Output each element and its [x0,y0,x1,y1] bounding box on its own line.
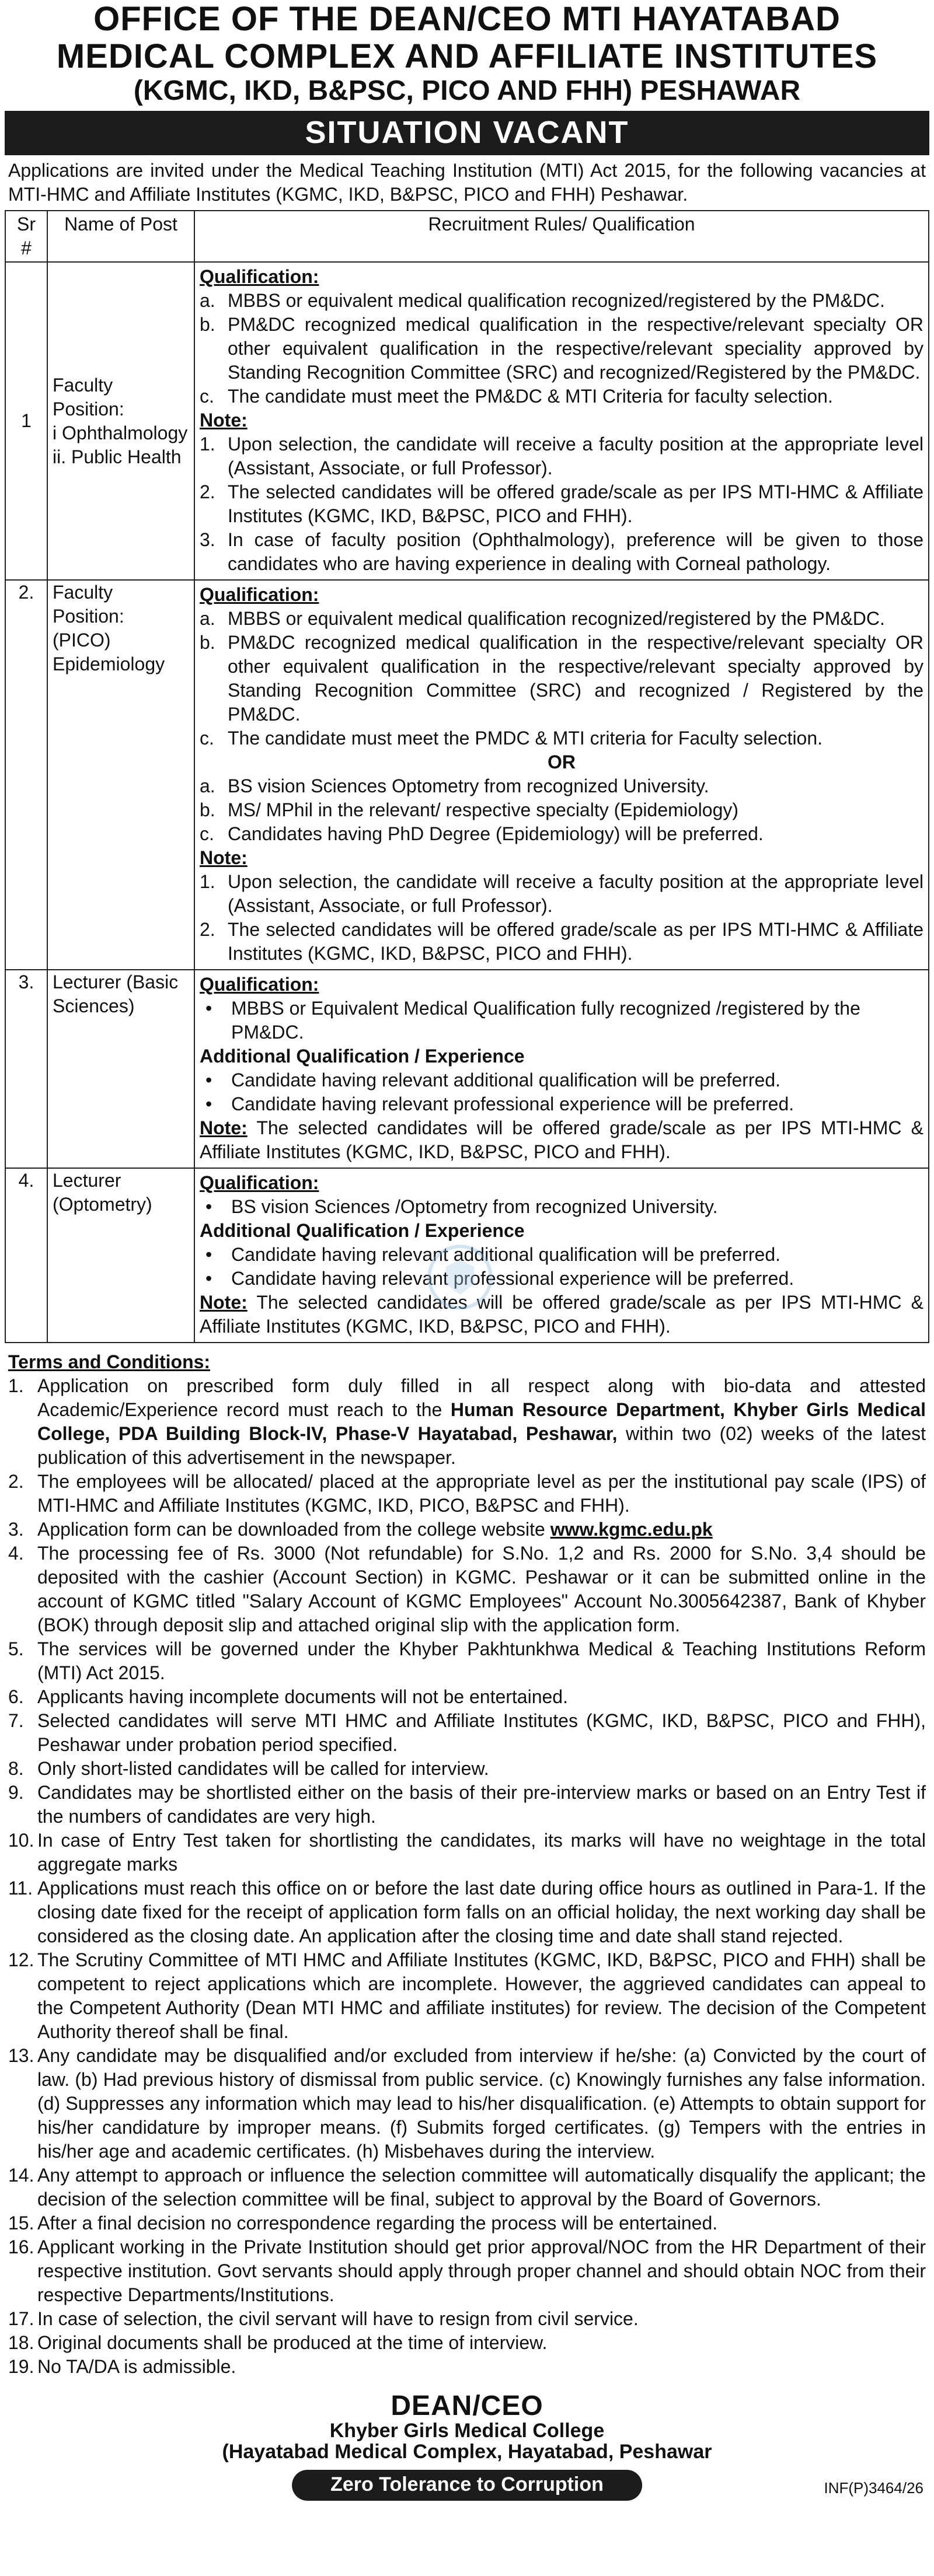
terms-heading: Terms and Conditions: [8,1351,211,1372]
term-item: 4. The processing fee of Rs. 3000 (Not refundable) for S.No. 1,2 and Rs. 2000 for S.No. 3,4 should be deposited with the cashier (Account Section) in KGMC. Peshawar or it can be submitted online in the account of KGMC titled "Salary Account of KGMC Employees" Account No.3005642387, Bank of Khyber (BOK) through deposit slip and attached original slip with the application form. [8,1543,926,1635]
list-item: c. Candidates having PhD Degree (Epidemiology) will be preferred. [200,823,764,844]
list-item: 1. Upon selection, the candidate will receive a faculty position at the appropriate level (Assistant, Associate, or full Professor). [200,434,923,478]
term-item: 9. Candidates may be shortlisted either on the basis of their pre-interview marks or based on an Entry Test if the numbers of candidates are very high. [8,1782,926,1827]
terms-list [5,1374,929,2379]
bullet-item: • Candidate having relevant professional experience will be preferred. [205,1268,794,1289]
col-header-qualification: Recruitment Rules/ Qualification [194,211,929,262]
term-item: 16. Applicant working in the Private Institution should get prior approval/NOC from the HR Department of their respective institution. Govt servants should apply through proper channel and should obtain NOC from their respective Departments/Institutions. [8,2236,926,2305]
bullet-item: • Candidate having relevant additional qualification will be preferred. [205,1069,781,1090]
note-heading: Note: [200,410,248,431]
office-title-line2: MEDICAL COMPLEX AND AFFILIATE INSTITUTES [56,37,878,75]
list-item: a. BS vision Sciences Optometry from recognized University. [200,775,709,796]
table-row [5,970,929,1168]
list-item: 2. The selected candidates will be offered grade/scale as per IPS MTI-HMC & Affiliate Institutes (KGMC, IKD, B&PSC, PICO and FHH). [200,481,923,526]
signatory-title: DEAN/CEO [391,2390,543,2421]
signatory-address: (Hayatabad Medical Complex, Hayatabad, Peshawar [222,2441,712,2463]
signature-block [5,2392,929,2463]
row-sr: 2. [5,580,47,970]
term-item: 18. Original documents shall be produced at the time of interview. [8,2332,548,2353]
table-row [5,580,929,970]
col-header-sr: Sr # [5,211,47,262]
term-item: 3. Application form can be downloaded from the college website www.kgmc.edu.pk [8,1519,713,1540]
bullet-item: • Candidate having relevant additional qualification will be preferred. [205,1244,781,1265]
bullet-item: • BS vision Sciences /Optometry from recognized University. [205,1196,718,1217]
row-sr: 4. [5,1168,47,1343]
post-line: Lecturer (Basic [53,971,179,992]
list-item: a. MBBS or equivalent medical qualification recognized/registered by the PM&DC. [200,608,885,629]
additional-qualification-heading: Additional Qualification / Experience [200,1220,525,1241]
bullet-item: • Candidate having relevant professional experience will be preferred. [205,1093,794,1114]
office-title-line3: (KGMC, IKD, B&PSC, PICO AND FHH) PESHAWAR [133,75,801,106]
note-text: Note: The selected candidates will be offered grade/scale as per IPS MTI-HMC & Affiliate Institutes (KGMC, IKD, B&PSC, PICO and FHH). [200,1292,923,1337]
term-item: 17. In case of selection, the civil servant will have to resign from civil service. [8,2308,639,2329]
term-item: 5. The services will be governed under the Khyber Pakhtunkhwa Medical & Teaching Institutions Reform (MTI) Act 2015. [8,1638,926,1683]
list-item: b. PM&DC recognized medical qualification in the respective/relevant specialty OR other equivalent qualification in the respective/relevant specialty approved by Standing Recognition Committee (SRC) and recognized / Registered by the PM&DC. [200,632,923,725]
signatory-institution: Khyber Girls Medical College [329,2420,605,2442]
post-line: Epidemiology [53,653,165,674]
intro-paragraph: Applications are invited under the Medical Teaching Institution (MTI) Act 2015, for the following vacancies at MTI-HMC and Affiliate Institutes (KGMC, IKD, B&PSC, PICO and FHH) Peshawar. [8,160,926,205]
term-item: 7. Selected candidates will serve MTI HMC and Affiliate Institutes (KGMC, IKD, B&PSC, PICO and FHH), Peshawar under probation period specified. [8,1710,926,1755]
term-item: 10. In case of Entry Test taken for shortlisting the candidates, its marks will have no weightage in the total aggregate marks [8,1830,926,1875]
qualification-heading: Qualification: [200,584,319,605]
row-requirements [194,1168,929,1343]
college-website-link[interactable]: www.kgmc.edu.pk [550,1519,713,1540]
list-item: b. MS/ MPhil in the relevant/ respective specialty (Epidemiology) [200,799,739,820]
qualification-heading: Qualification: [200,266,319,287]
list-item: c. The candidate must meet the PM&DC & MTI Criteria for faculty selection. [200,386,833,407]
col-header-post: Name of Post [47,211,194,262]
list-item: c. The candidate must meet the PMDC & MTI criteria for Faculty selection. [200,728,823,749]
qualification-heading: Qualification: [200,974,319,995]
list-item: 2. The selected candidates will be offered grade/scale as per IPS MTI-HMC & Affiliate Institutes (KGMC, IKD, B&PSC, PICO and FHH). [200,919,923,964]
office-title-line1: OFFICE OF THE DEAN/CEO MTI HAYATABAD [93,0,841,38]
row-requirements [194,580,929,970]
post-line: Faculty Position: [53,582,124,627]
term-item: 2. The employees will be allocated/ placed at the appropriate level as per the institutional pay scale (IPS) of MTI-HMC and Affiliate Institutes (KGMC, IKD, PICO, B&PSC and FHH). [8,1471,926,1516]
list-item: 1. Upon selection, the candidate will receive a faculty position at the appropriate level (Assistant, Associate, or full Professor). [200,871,923,916]
list-item: a. MBBS or equivalent medical qualification recognized/registered by the PM&DC. [200,290,885,311]
post-line: Faculty Position: [53,374,124,420]
list-item: b. PM&DC recognized medical qualification in the respective/relevant specialty OR other equivalent qualification in the respective/relevant speciality approved by Standing Recognition Committee (SRC) and recognized/Registered by the PM&DC. [200,314,923,383]
post-line: Lecturer [53,1170,121,1191]
situation-vacant-banner: SITUATION VACANT [5,111,929,155]
vacancy-table [5,210,929,1343]
term-item: 14. Any attempt to approach or influence the selection committee will automatically disqualify the applicant; the decision of the selection committee will be final, subject to approval by the Board of Governors. [8,2165,926,2210]
zero-tolerance-badge: Zero Tolerance to Corruption [292,2470,642,2501]
row-post [47,970,194,1168]
post-line: (Optometry) [53,1194,152,1215]
term-item: 6. Applicants having incomplete documents will not be entertained. [8,1686,568,1707]
term-item: 8. Only short-listed candidates will be called for interview. [8,1758,489,1779]
additional-qualification-heading: Additional Qualification / Experience [200,1046,525,1067]
advertisement-ref: INF(P)3464/26 [824,2479,923,2497]
row-requirements [194,970,929,1168]
row-post [47,1168,194,1343]
row-requirements [194,262,929,580]
post-line: Sciences) [53,995,135,1016]
term-item: 13. Any candidate may be disqualified and/or excluded from interview if he/she: (a) Convicted by the court of law. (b) Had previous history of dismissal from public service. (c) Knowingly furnishes any false information. (d) Suppresses any information which may lead to his/her disqualification. (e) Attempts to obtain support for his/her candidature by improper means. (f) Submits forged certificates. (g) Tempers with the entries in his/her age and academic certificates. (h) Misbehaves during the interview. [8,2045,926,2162]
post-line: i Ophthalmology [53,422,188,443]
term-item: 15. After a final decision no correspondence regarding the process will be entertained. [8,2213,718,2234]
term-item: 12. The Scrutiny Committee of MTI HMC and Affiliate Institutes (KGMC, IKD, B&PSC, PICO and FHH) shall be competent to reject applications which are incomplete. However, the aggrieved candidates can appeal to the Competent Authority (Dean MTI HMC and affiliate institutes) for review. The decision of the Competent Authority thereof shall be final. [8,1949,926,2042]
post-line: ii. Public Health [53,446,182,467]
row-sr: 3. [5,970,47,1168]
note-heading: Note: [200,847,248,868]
table-row [5,262,929,580]
term-item: 19. No TA/DA is admissible. [8,2356,236,2377]
term-item: 11. Applications must reach this office on or before the last date during office hours as outlined in Para-1. If the closing date fixed for the receipt of application form falls on an official holiday, the next working day shall be considered as the closing date. An application after the closing time and date shall stand rejected. [8,1878,926,1946]
table-header-row [5,211,929,262]
watermark-logo-icon [425,1242,495,1312]
row-post [47,580,194,970]
row-post [47,262,194,580]
bottom-bar [5,2470,929,2505]
post-line: (PICO) [53,630,111,651]
or-separator: OR [548,752,576,773]
qualification-heading: Qualification: [200,1172,319,1193]
note-text: Note: The selected candidates will be offered grade/scale as per IPS MTI-HMC & Affiliate Institutes (KGMC, IKD, B&PSC, PICO and FHH). [200,1117,923,1162]
bullet-item: • MBBS or Equivalent Medical Qualification fully recognized /registered by the PM&DC. [205,998,860,1043]
term-item: 1. Application on prescribed form duly filled in all respect along with bio-data and attested Academic/Experience record must reach to the Human Resource Department, Khyber Girls Medical College, PDA Building Block-IV, Phase-V Hayatabad, Peshawar, within two (02) weeks of the latest publication of this advertisement in the newspaper. [8,1375,926,1468]
list-item: 3. In case of faculty position (Ophthalmology), preference will be given to those candidates who are having experience in dealing with Corneal pathology. [200,529,923,574]
row-sr: 1 [5,262,47,580]
advertisement-page [5,2,929,2505]
